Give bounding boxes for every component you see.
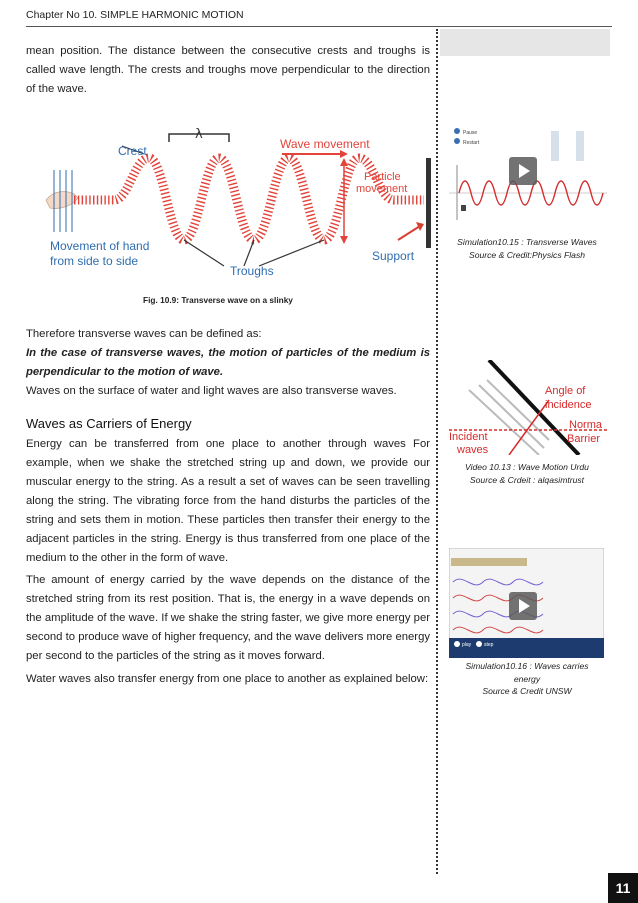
svg-text:Pause: Pause [463, 130, 478, 136]
hand-illustration [46, 192, 78, 209]
particle-label-1: Particle [364, 171, 401, 183]
sim1-caption: Simulation10.15 : Transverse Waves Source & Credit:Physics Flash [457, 237, 597, 260]
svg-text:Restart: Restart [463, 140, 480, 146]
sim2-caption: Simulation10.16 : Waves carries energy Source & Credit UNSW [465, 661, 589, 696]
svg-text:waves: waves [457, 444, 489, 455]
troughs-label: Troughs [230, 264, 274, 278]
hand-label-2: from side to side [50, 254, 139, 268]
svg-text:incidence: incidence [545, 399, 592, 411]
play-icon[interactable] [509, 157, 537, 185]
section-heading: Waves as Carriers of Energy [26, 416, 192, 431]
definition-bold: In the case of transverse waves, the motion of particles of the medium is perpendicular to the motion of wave. [26, 347, 430, 378]
sidebar-divider [436, 29, 438, 874]
play-icon[interactable] [509, 592, 537, 620]
transverse-wave-figure [44, 128, 434, 278]
support-post [426, 158, 431, 248]
definition-examples: Waves on the surface of water and light waves are also transverse waves. [26, 385, 397, 397]
definition-intro: Therefore transverse waves can be defined as: [26, 328, 262, 340]
lambda-label: λ [195, 128, 203, 142]
svg-text:Norma: Norma [569, 419, 603, 431]
sidebar-header-band [440, 29, 610, 56]
simulation-transverse-waves[interactable] [449, 125, 607, 225]
svg-text:Barrier: Barrier [567, 433, 601, 445]
simulation-waves-carries-energy[interactable] [449, 548, 604, 658]
intro-paragraph: mean position. The distance between the consecutive crests and troughs is called wave length. The crests and troughs move perpendicular to the direction of the wave. [26, 45, 430, 95]
header-rule [26, 26, 612, 27]
svg-text:Angle of: Angle of [545, 385, 586, 397]
wave-movement-label: Wave movement [280, 137, 370, 151]
svg-text:Incident: Incident [449, 431, 488, 443]
support-label: Support [372, 249, 415, 263]
figure-caption: Fig. 10.9: Transverse wave on a slinky [143, 295, 293, 305]
video-thumbnail [449, 360, 607, 455]
page-number: 11 [608, 873, 638, 903]
energy-paragraph-1: Energy can be transferred from one place to another through waves For example, when we shake the stretched string up and down, we provide our muscular energy to the string. As a result a set of waves can be seen travelling along the string. The vibrating force from the hand disturbs the particles of the string and sets them in motion. These particles then transfer their energy to the adjacent particles in the string. Energy is thus transferred from one place of the medium to the other in the form of wave. [26, 438, 430, 564]
hand-label-1: Movement of hand [50, 239, 150, 253]
svg-text:step: step [484, 642, 494, 648]
water-paragraph: Water waves also transfer energy from one place to another as explained below: [26, 673, 429, 685]
video-caption: Video 10.13 : Wave Motion Urdu Source & Crdeit : alqasimtrust [465, 462, 589, 485]
svg-text:play: play [462, 642, 472, 648]
video-wave-motion-urdu[interactable] [449, 360, 607, 455]
chapter-header: Chapter No 10. SIMPLE HARMONIC MOTION [26, 9, 244, 21]
crest-label: Crest [118, 144, 147, 158]
particle-label-2: movement [356, 183, 408, 195]
energy-paragraph-2: The amount of energy carried by the wave depends on the distance of the stretched string from its rest position. That is, the energy in a wave depends on the amplitude of the wave. If we shake the string faster, we give more energy per second to produce wave of higher frequency, and the wave delivers more energy per second to the particles of the string as it moves forward. [26, 574, 430, 662]
